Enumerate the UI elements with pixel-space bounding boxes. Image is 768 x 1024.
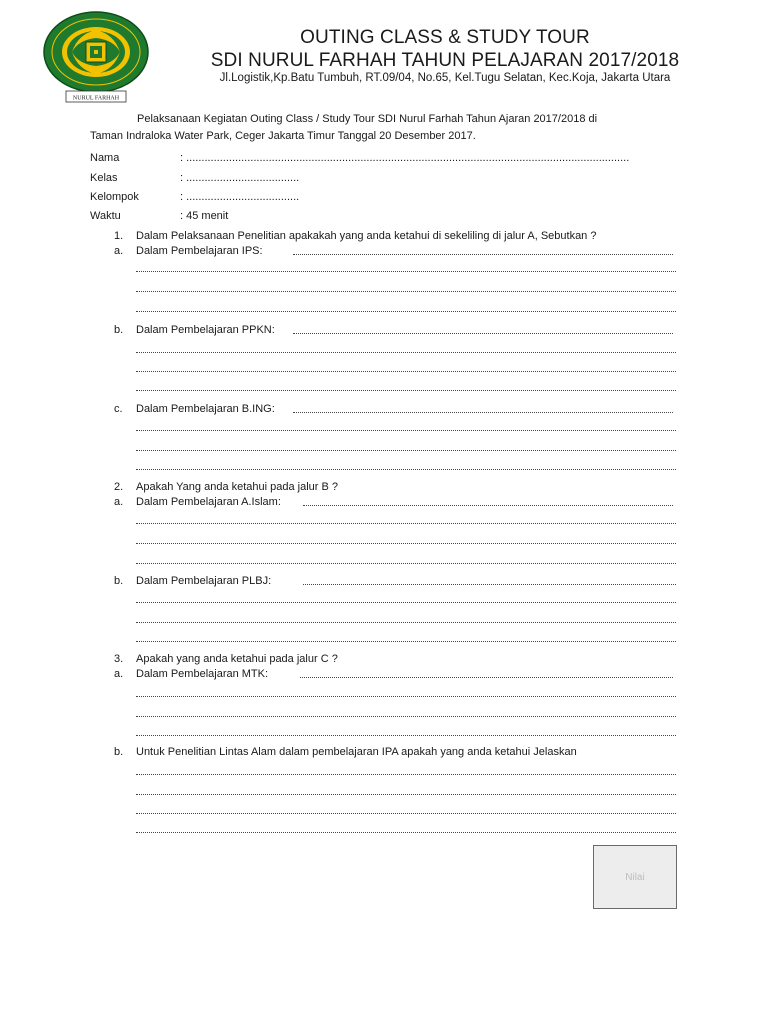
question-number: 2. (114, 481, 124, 493)
answer-line[interactable] (136, 813, 676, 814)
part-letter: c. (114, 403, 123, 415)
answer-line[interactable] (303, 505, 673, 506)
answer-line[interactable] (136, 291, 676, 292)
part-letter: b. (114, 324, 124, 336)
field-value: : ..................................... (180, 191, 300, 203)
score-label: Nilai (625, 871, 645, 883)
part-label: Untuk Penelitian Lintas Alam dalam pembelajaran IPA apakah yang anda ketahui Jelaskan (136, 746, 577, 758)
field-label: Kelas (90, 172, 118, 184)
score-box[interactable] (593, 845, 677, 909)
answer-line[interactable] (136, 469, 676, 470)
part-letter: b. (114, 746, 124, 758)
question-text: Apakah yang anda ketahui pada jalur C ? (136, 653, 338, 665)
school-address: Jl.Logistik,Kp.Batu Tumbuh, RT.09/04, No.65, Kel.Tugu Selatan, Kec.Koja, Jakarta Utara (219, 72, 671, 84)
answer-line[interactable] (136, 311, 676, 312)
answer-line[interactable] (136, 774, 676, 775)
field-label: Waktu (90, 210, 121, 222)
part-label: Dalam Pembelajaran A.Islam: (136, 496, 281, 508)
answer-line[interactable] (136, 430, 676, 431)
question-text: Dalam Pelaksanaan Penelitian apakakah yang anda ketahui di sekeliling di jalur A, Sebutkan ? (136, 230, 597, 242)
part-letter: a. (114, 668, 124, 680)
question-number: 1. (114, 230, 124, 242)
field-value: : ..................................... (180, 172, 300, 184)
school-logo (38, 8, 154, 106)
field-value: : ................................................................................................................................................. (180, 152, 630, 164)
answer-line[interactable] (136, 622, 676, 623)
part-label: Dalam Pembelajaran PLBJ: (136, 575, 272, 587)
field-value: : 45 menit (180, 210, 229, 222)
answer-line[interactable] (293, 254, 673, 255)
field-label: Nama (90, 152, 120, 164)
field-label: Kelompok (90, 191, 139, 203)
answer-line[interactable] (136, 523, 676, 524)
answer-line[interactable] (136, 390, 676, 391)
answer-line[interactable] (136, 450, 676, 451)
answer-line[interactable] (293, 333, 673, 334)
intro-line-1: Pelaksanaan Kegiatan Outing Class / Study Tour SDI Nurul Farhah Tahun Ajaran 2017/2018 di (137, 113, 598, 125)
question-text: Apakah Yang anda ketahui pada jalur B ? (136, 481, 339, 493)
answer-line[interactable] (136, 602, 676, 603)
answer-line[interactable] (136, 735, 676, 736)
part-letter: a. (114, 245, 124, 257)
answer-line[interactable] (300, 677, 673, 678)
answer-line[interactable] (136, 794, 676, 795)
answer-line[interactable] (136, 271, 676, 272)
part-label: Dalam Pembelajaran B.ING: (136, 403, 275, 415)
answer-line[interactable] (293, 412, 673, 413)
part-label: Dalam Pembelajaran MTK: (136, 668, 269, 680)
answer-line[interactable] (136, 716, 676, 717)
answer-line[interactable] (136, 696, 676, 697)
question-number: 3. (114, 653, 124, 665)
answer-line[interactable] (136, 352, 676, 353)
part-label: Dalam Pembelajaran IPS: (136, 245, 263, 257)
document-title: OUTING CLASS & STUDY TOUR (300, 27, 590, 48)
part-label: Dalam Pembelajaran PPKN: (136, 324, 275, 336)
answer-line[interactable] (303, 584, 676, 585)
intro-line-2: Taman Indraloka Water Park, Ceger Jakarta Timur Tanggal 20 Desember 2017. (90, 130, 476, 142)
answer-line[interactable] (136, 641, 676, 642)
answer-line[interactable] (136, 832, 676, 833)
answer-line[interactable] (136, 563, 676, 564)
school-title: SDI NURUL FARHAH TAHUN PELAJARAN 2017/2018 (210, 50, 680, 71)
part-letter: a. (114, 496, 124, 508)
answer-line[interactable] (136, 543, 676, 544)
logo-ribbon-text: NURUL FARHAH (72, 95, 120, 102)
answer-line[interactable] (136, 371, 676, 372)
part-letter: b. (114, 575, 124, 587)
